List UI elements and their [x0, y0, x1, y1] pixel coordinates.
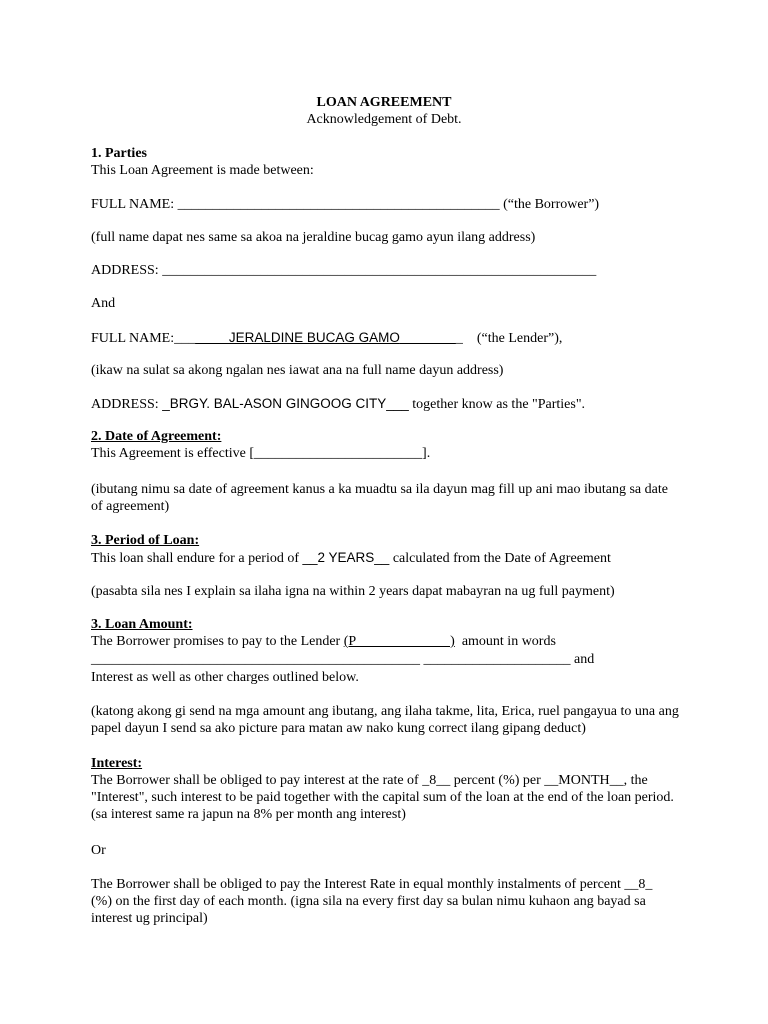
period-line-label: This loan shall endure for a period of: [91, 551, 303, 566]
section-interest-heading: Interest:: [91, 756, 143, 771]
borrower-address-label: ADDRESS:: [91, 263, 163, 278]
section-parties-heading: 1. Parties: [91, 146, 147, 161]
lender-address-line: [91, 395, 681, 413]
period-note: (pasabta sila nes I explain sa ilaha igna na within 2 years dapat mabayran na ug full payment): [91, 584, 615, 599]
date-line-end: ].: [422, 446, 431, 461]
period-line: [91, 549, 681, 567]
amount-and-text: and: [570, 652, 595, 667]
lender-role: (“the Lender”),: [462, 331, 563, 346]
amount-value-field[interactable]: (P ): [343, 634, 455, 649]
interest-paragraph-2: [91, 876, 676, 927]
or-text: Or: [91, 843, 106, 858]
interest-paragraph-1-rest: , the "Interest", such interest to be paid together with the capital sum of the loan at the end of the loan period. (sa interest same ra japun na 8% per month ang interest): [91, 773, 674, 822]
document-title: LOAN AGREEMENT: [316, 95, 452, 110]
lender-name-prefix: ___: [174, 331, 196, 346]
lender-address-tail: together know as the "Parties".: [408, 397, 586, 412]
lender-address-label: ADDRESS:: [91, 397, 163, 412]
borrower-address-blank[interactable]: ______________________________________________________________: [162, 263, 597, 278]
amount-line-1: [91, 633, 681, 650]
lender-name-tail: _: [455, 331, 463, 346]
lender-address-value[interactable]: _BRGY. BAL-ASON GINGOOG CITY___: [162, 396, 409, 411]
borrower-name-line: [91, 196, 681, 213]
amount-words-blank-2[interactable]: _____________________: [423, 652, 571, 667]
amount-line-2: [91, 651, 681, 668]
borrower-name-blank[interactable]: ______________________________________________: [177, 197, 500, 212]
borrower-address-line: [91, 262, 681, 279]
section-period-heading: 3. Period of Loan:: [91, 533, 200, 548]
lender-name-label: FULL NAME:: [91, 331, 175, 346]
lender-name-value[interactable]: JERALDINE BUCAG GAMO: [195, 330, 400, 345]
instalment-rate-value[interactable]: __8_: [624, 877, 653, 892]
borrower-name-label: FULL NAME:: [91, 197, 178, 212]
interest-rate-value[interactable]: _8__: [422, 773, 451, 788]
document-subtitle: Acknowledgement of Debt.: [306, 112, 462, 127]
and-text: And: [91, 296, 116, 311]
date-blank[interactable]: ________________________: [254, 446, 423, 461]
period-line-end: calculated from the Date of Agreement: [389, 551, 611, 566]
interest-paragraph-1: [91, 772, 676, 823]
borrower-role: (“the Borrower”): [499, 197, 600, 212]
lender-name-padding: [400, 331, 456, 346]
instalment-label: The Borrower shall be obliged to pay the Interest Rate in equal monthly instalments of percent: [91, 877, 625, 892]
date-line-label: This Agreement is effective [: [91, 446, 255, 461]
interest-paragraph-2-rest: (%) on the first day of each month. (igna sila na every first day sa bulan nimu kuhaon ang bayad sa interest ug principal): [91, 894, 646, 926]
parties-intro: This Loan Agreement is made between:: [91, 163, 314, 178]
period-value[interactable]: __2 YEARS__: [302, 550, 390, 565]
interest-period-value[interactable]: __MONTH__: [544, 773, 624, 788]
borrower-note: (full name dapat nes same sa akoa na jeraldine bucag gamo ayun ilang address): [91, 230, 536, 245]
amount-in-words-label: amount in words: [454, 634, 556, 649]
lender-name-line: [91, 329, 681, 347]
lender-note: (ikaw na sulat sa akong ngalan nes iawat ana na full name dayun address): [91, 363, 504, 378]
section-date-heading: 2. Date of Agreement:: [91, 429, 222, 444]
amount-words-blank[interactable]: _______________________________________________: [91, 652, 420, 667]
section-amount-heading: 3. Loan Amount:: [91, 617, 193, 632]
date-line: [91, 445, 681, 462]
interest-rate-label: The Borrower shall be obliged to pay interest at the rate of: [91, 773, 423, 788]
amount-line-label: The Borrower promises to pay to the Lender: [91, 634, 344, 649]
amount-line-3: Interest as well as other charges outlined below.: [91, 670, 359, 685]
amount-note: (katong akong gi send na mga amount ang ibutang, ang ilaha takme, lita, Erica, ruel pangayua to una ang papel dayun I send sa ako picture para matan aw nako kung correct ilang gipang deduct): [91, 704, 679, 736]
date-note: (ibutang nimu sa date of agreement kanus a ka muadtu sa ila dayun mag fill up ani mao ibutang sa date of agreement): [91, 482, 668, 514]
interest-per-label: percent (%) per: [450, 773, 545, 788]
